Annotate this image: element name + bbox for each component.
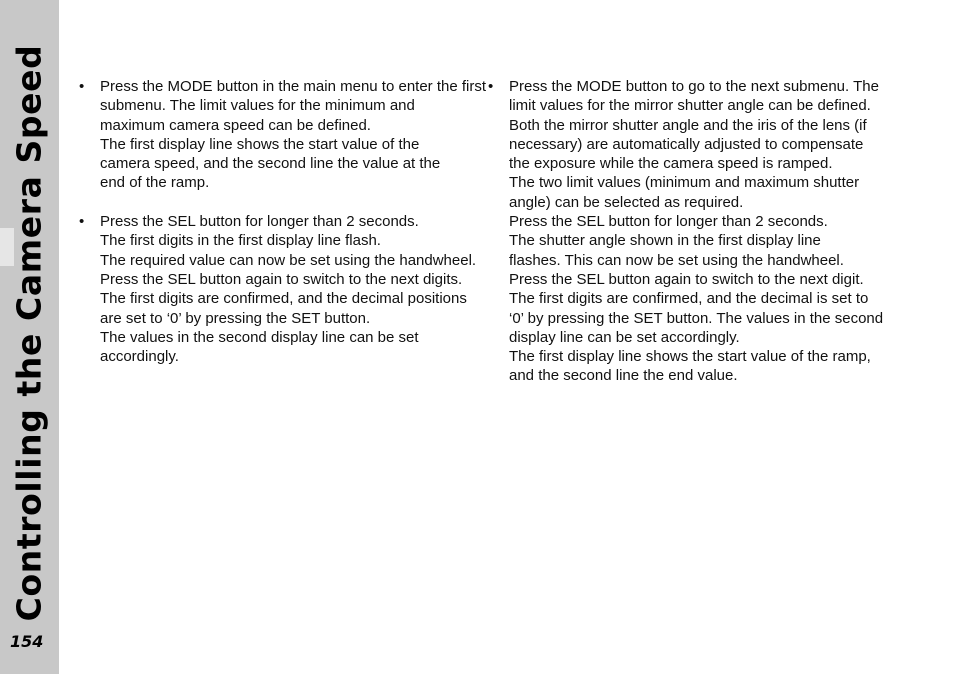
bullet-icon: • [79, 78, 85, 95]
text-line: The required value can now be set using the handwheel. [100, 251, 477, 269]
right-column [488, 77, 883, 405]
text-line: Press the SEL button for longer than 2 seconds. [100, 213, 419, 231]
text-line: Press the MODE button in the main menu to enter the first [100, 78, 487, 95]
text-line: are set to ‘0’ by pressing the SET button. [100, 309, 371, 327]
text-line: limit values for the mirror shutter angle can be defined. [509, 97, 871, 115]
section-title: Controlling the Camera Speed [9, 44, 49, 622]
bullet-item [79, 77, 487, 193]
text-line: Press the MODE button to go to the next submenu. The [509, 78, 879, 95]
bullet-item [79, 212, 477, 366]
text-line: The first display line shows the start value of the [100, 135, 420, 153]
text-line: The first digits are confirmed, and the decimal positions [100, 290, 467, 308]
sidebar [0, 0, 59, 674]
bullet-item [488, 77, 883, 386]
left-column [79, 77, 487, 386]
text-line: The two limit values (minimum and maximum shutter [509, 174, 860, 192]
text-line: Both the mirror shutter angle and the iris of the lens (if [509, 116, 867, 134]
text-line: necessary) are automatically adjusted to compensate [509, 135, 864, 153]
text-line: flashes. This can now be set using the handwheel. [509, 251, 844, 269]
text-line: The values in the second display line can be set [100, 328, 419, 346]
bullet-icon: • [79, 213, 85, 231]
text-line: maximum camera speed can be defined. [100, 116, 371, 134]
text-line: ‘0’ by pressing the SET button. The values in the second [509, 309, 884, 327]
text-line: display line can be set accordingly. [509, 328, 740, 346]
text-line: Press the SEL button again to switch to the next digits. [100, 270, 463, 288]
page-number: 154 [10, 632, 44, 651]
bullet-icon: • [488, 78, 494, 95]
text-line: The first digits are confirmed, and the decimal is set to [509, 290, 869, 308]
text-line: The shutter angle shown in the first display line [509, 232, 821, 250]
text-line: The first display line shows the start value of the ramp, [509, 348, 871, 366]
text-line: The first digits in the first display line flash. [100, 232, 381, 250]
text-line: Press the SEL button again to switch to the next digit. [509, 270, 864, 288]
text-line: camera speed, and the second line the value at the [100, 155, 441, 173]
text-line: submenu. The limit values for the minimum and [100, 97, 415, 115]
text-line: the exposure while the camera speed is ramped. [509, 155, 833, 173]
text-line: end of the ramp. [100, 174, 210, 192]
text-line: and the second line the end value. [509, 367, 738, 385]
text-line: Press the SEL button for longer than 2 seconds. [509, 213, 828, 231]
text-line: accordingly. [100, 348, 179, 366]
text-line: angle) can be selected as required. [509, 193, 744, 211]
